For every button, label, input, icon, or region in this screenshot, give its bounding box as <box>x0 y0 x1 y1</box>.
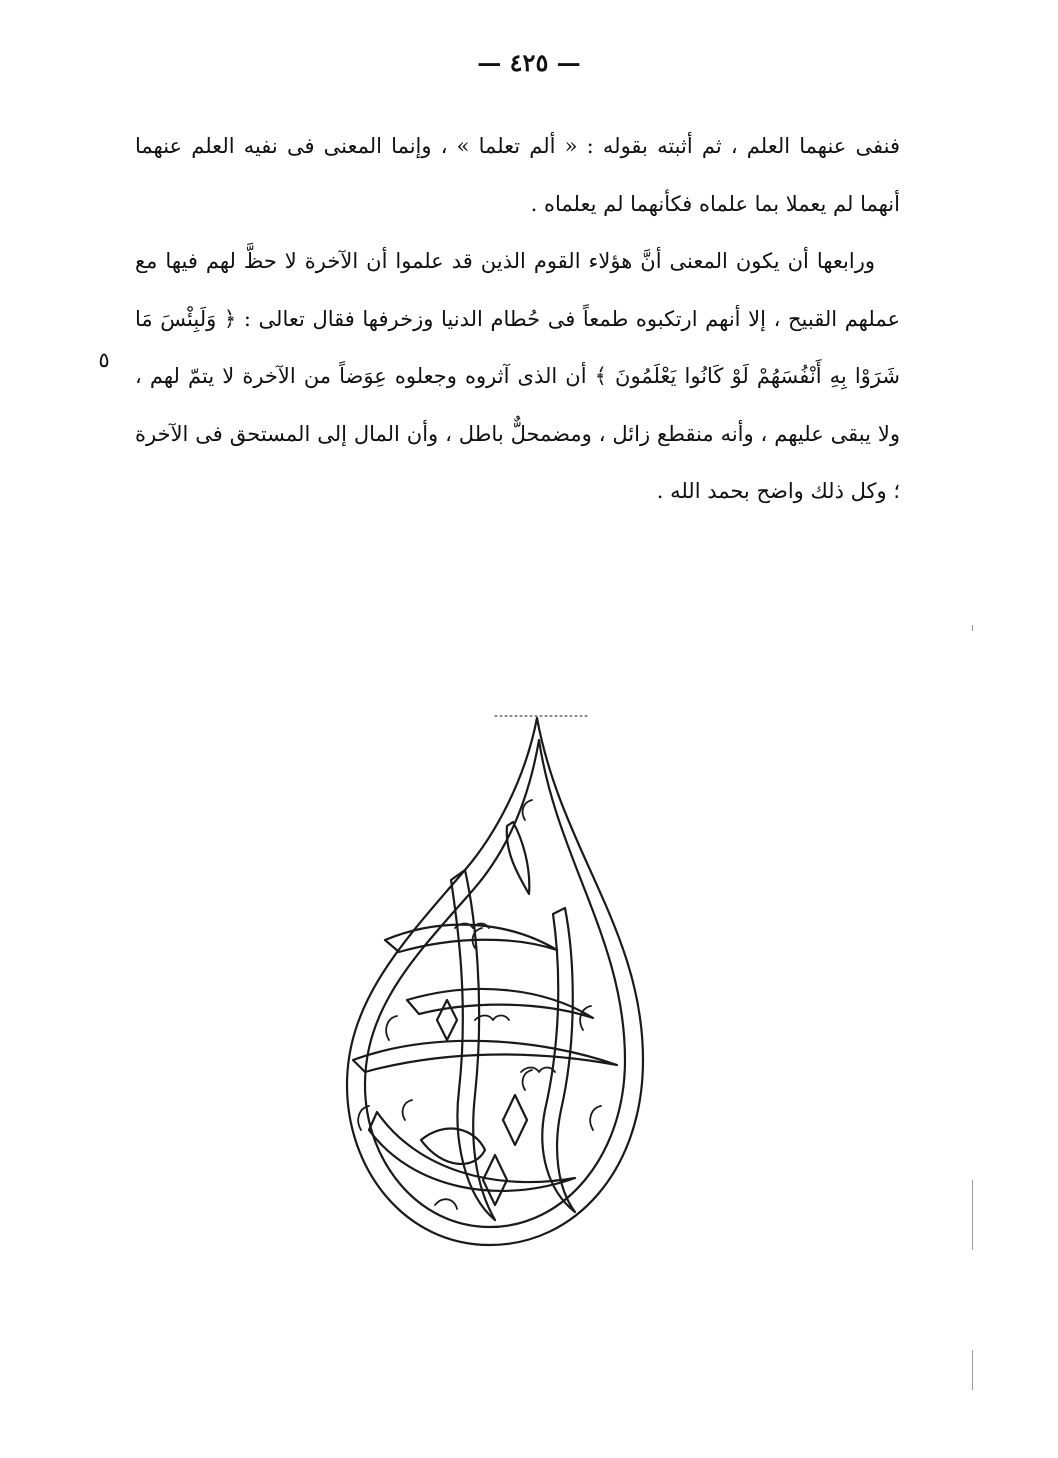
calligraphy-strokes <box>353 822 617 1220</box>
scan-mark <box>972 625 973 631</box>
scan-mark <box>972 1180 973 1250</box>
scan-mark <box>972 1350 973 1390</box>
page-number: — ٤٢٥ — <box>477 48 581 77</box>
paragraph-2: ورابعها أن يكون المعنى أنَّ هؤلاء القوم الذين قد علموا أن الآخرة لا حظَّ لهم فيها مع عملهم القبيح ، إلا أنهم ارتكبوه طمعاً فى حُطام الدنيا وزخرفها فقال تعالى : ﴿ وَلَبِئْسَ مَا شَرَوْا بِهِ أَنْفُسَهُمْ لَوْ كَانُوا يَعْلَمُونَ ﴾ أن الذى آثروه وجعلوه عِوَضاً من الآخرة لا يتمّ لهم ، ولا يبقى عليهم ، وأنه منقطع زائل ، ومضمحلٌّ باطل ، وأن المال إلى المستحق فى الآخرة ؛ وكل ذلك واضح بحمد الله . <box>135 249 900 503</box>
teardrop-frame <box>347 718 643 1245</box>
calligraphy-diamonds <box>437 1000 527 1205</box>
calligraphic-ornament <box>325 700 665 1260</box>
paragraph-1: فنفى عنهما العلم ، ثم أثبته بقوله : « ألم تعلما » ، وإنما المعنى فى نفيه العلم عنهما أنهما لم يعملا بما علماه فكأنهما لم يعلماه . <box>135 134 900 216</box>
margin-line-number: ٥ <box>98 348 110 372</box>
body-text <box>135 118 900 521</box>
